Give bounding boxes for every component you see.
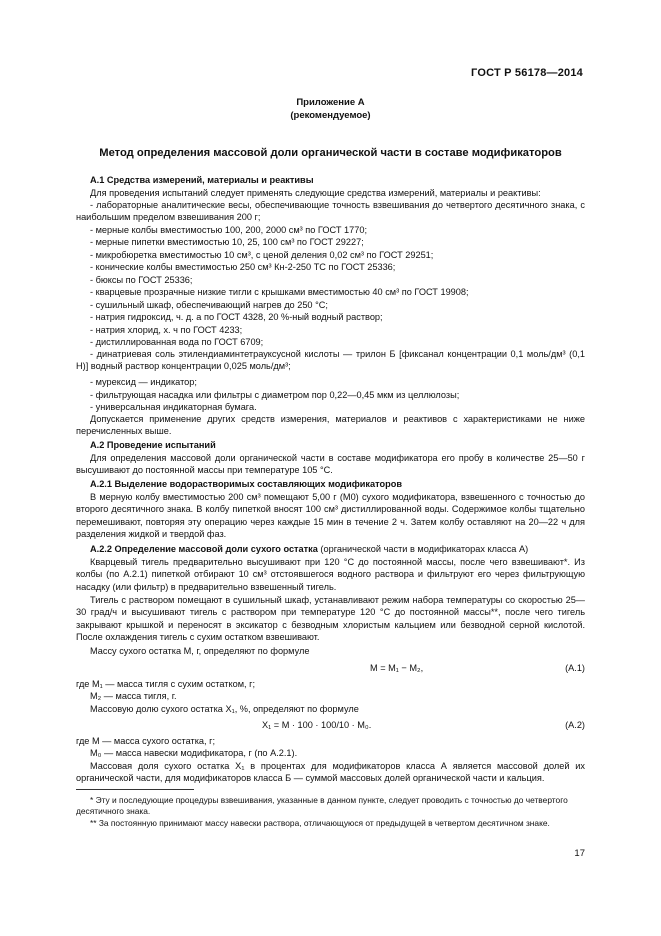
a1-list-item: - бюксы по ГОСТ 25336;: [90, 275, 193, 285]
a1-list-item: - конические колбы вместимостью 250 см³ Кн-2-250 ТС по ГОСТ 25336;: [90, 262, 396, 272]
where-line: М₂ — масса тигля, г.: [90, 691, 177, 701]
a1-list-item: - динатриевая соль этилендиаминтетрауксусной кислоты — трилон Б [фиксанал концентрации 0,1 моль/дм³ (0,1 Н)] водный раствор концентрации 0,025 моль/дм³;: [76, 349, 585, 372]
a22-paragraph: Массу сухого остатка М, г, определяют по формуле: [90, 646, 310, 656]
a1-list-item: - натрия гидроксид, ч. д. а по ГОСТ 4328, 20 %-ный водный раствор;: [90, 312, 383, 322]
section-a2-heading: А.2 Проведение испытаний: [90, 440, 216, 450]
a22-heading-rest: (органической части в модификаторах класса А): [317, 544, 529, 554]
a1-outro: Допускается применение других средств измерения, материалов и реактивов с характеристиками не ниже перечисленных выше.: [76, 414, 585, 437]
section-a21-heading: А.2.1 Выделение водорастворимых составляющих модификаторов: [90, 479, 402, 489]
a1-list-item: - мерные пипетки вместимостью 10, 25, 100 см³ по ГОСТ 29227;: [90, 237, 364, 247]
a1-list-item: - сушильный шкаф, обеспечивающий нагрев до 250 °С;: [90, 300, 328, 310]
a21-text: В мерную колбу вместимостью 200 см³ помещают 5,00 г (M0) сухого модификатора, взвешенного с точностью до второго десятичного знака. В колбу пипеткой вносят 100 см³ дистиллированной воды. Содержимое колбы тщательно перемешивают, повторяя эту операцию через каждые 15 мин в течение 2 ч. Затем колбу оставляют на 20—22 ч для разделения жидкой и твердой фаз.: [76, 492, 585, 540]
section-a1-heading: А.1 Средства измерений, материалы и реактивы: [90, 175, 314, 185]
a22-heading-bold: А.2.2 Определение массовой доли сухого остатка: [90, 544, 318, 554]
a2-text: Для определения массовой доли органической части в составе модификатора его пробу в количестве 25—50 г высушивают до постоянной массы при температуре 105 °С.: [76, 453, 585, 476]
section-a22-heading: [90, 543, 599, 555]
footnote: * Эту и последующие процедуры взвешивания, указанные в данном пункте, следует проводить с точностью до четвертого десятичного знака.: [76, 795, 568, 817]
a1-list-item: - лабораторные аналитические весы, обеспечивающие точность взвешивания до четвертого десятичного знака, с наибольшим пределом взвешивания 200 г;: [76, 200, 585, 223]
where-line: где М₁ — масса тигля с сухим остатком, г;: [76, 679, 256, 689]
a1-list-item: - универсальная индикаторная бумага.: [90, 402, 257, 412]
a22-paragraph: Массовую долю сухого остатка Х₁, %, определяют по формуле: [90, 704, 359, 714]
a22-paragraph: Тигель с раствором помещают в сушильный шкаф, устанавливают режим набора температуры со скоростью 25—30 град/ч и высушивают тигель с раствором при температуре 120 °С до постоянной массы**, после чего тигель закрывают крышкой и переносят в эксикатор с безводным хлористым кальцием или безводной серной кислотой. После охлаждения тигель с сухим остатком взвешивают.: [76, 595, 585, 643]
a1-list-item: - натрия хлорид, х. ч по ГОСТ 4233;: [90, 325, 243, 335]
a1-list-item: - фильтрующая насадка или фильтры с диаметром пор 0,22—0,45 мкм из целлюлозы;: [90, 390, 460, 400]
footnote: ** За постоянную принимают массу навески раствора, отличающуюся от предыдущей в четвертом десятичном знаке.: [90, 818, 550, 828]
a22-paragraph: Массовая доля сухого остатка Х₁ в процентах для модификаторов класса А является массовой долей их органической части, для модификаторов класса Б — суммой массовых долей органической части и кальция.: [76, 761, 585, 784]
appendix-title: Приложение А: [296, 97, 365, 108]
a1-list-item: - кварцевые прозрачные низкие тигли с крышками вместимостью 40 см³ по ГОСТ 19908;: [90, 287, 469, 297]
formula-a1-number: (А.1): [565, 663, 585, 673]
a22-paragraph: Кварцевый тигель предварительно высушивают при 120 °С до постоянной массы, после чего взвешивают*. Из колбы (по А.2.1) пипеткой отбирают 10 см³ отстоявшегося водного раствора и фильтруют его через фильтрующую насадку (или фильтр) в предварительно взвешенный тигель.: [76, 557, 585, 592]
standard-header: ГОСТ Р 56178—2014: [471, 67, 583, 79]
a1-list-item: - микробюретка вместимостью 10 см³, с ценой деления 0,02 см³ по ГОСТ 29251;: [90, 250, 434, 260]
page-number: 17: [574, 848, 585, 859]
where-line: где М — масса сухого остатка, г;: [76, 736, 216, 746]
where-line: М₀ — масса навески модификатора, г (по А.2.1).: [90, 748, 298, 758]
a1-list-item: - мурексид — индикатор;: [90, 377, 197, 387]
formula-a2: Х₁ = М · 100 · 100/10 · М₀.: [262, 720, 372, 730]
formula-a1: М = М₁ − М₂,: [370, 663, 424, 673]
formula-a2-number: (А.2): [565, 720, 585, 730]
footnote-divider: [76, 789, 194, 790]
appendix-subtitle: (рекомендуемое): [290, 110, 371, 121]
a1-list-item: - мерные колбы вместимостью 100, 200, 2000 см³ по ГОСТ 1770;: [90, 225, 368, 235]
a1-list-item: - дистиллированная вода по ГОСТ 6709;: [90, 337, 264, 347]
document-title: Метод определения массовой доли органической части в составе модификаторов: [99, 147, 562, 159]
a1-intro: Для проведения испытаний следует применять следующие средства измерений, материалы и реактивы:: [90, 188, 541, 198]
